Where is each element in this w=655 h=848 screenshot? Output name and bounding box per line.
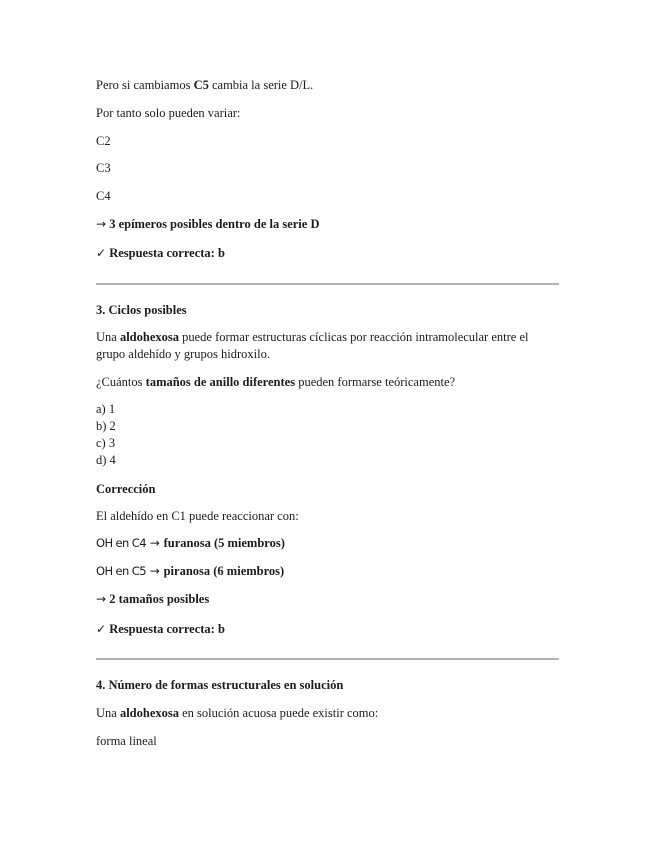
option-c: c) 3 (96, 436, 116, 450)
correction-text: El aldehído en C1 puede reaccionar con: (96, 509, 299, 523)
section-divider (96, 283, 559, 285)
section-4-title: 4. Número de formas estructurales en solución (96, 678, 344, 692)
option-a: a) 1 (96, 402, 116, 416)
right-arrow-icon: → (96, 217, 107, 231)
check-icon: ✓ (96, 622, 107, 636)
correction-title: Corrección (96, 482, 156, 496)
sec3-paragraph-line2: grupo aldehído y grupos hidroxilo. (96, 347, 270, 361)
section-3-title: 3. Ciclos posibles (96, 303, 187, 317)
variable-intro-text: Por tanto solo pueden variar: (96, 106, 241, 120)
option-d: d) 4 (96, 453, 116, 467)
list-item-c4: C4 (96, 189, 111, 203)
list-item-c3: C3 (96, 161, 111, 175)
furanose-line: OH en C4 → furanosa (5 miembros) (96, 536, 285, 550)
sec3-paragraph-line1: Una aldohexosa puede formar estructuras cíclicas por reacción intramolecular entre el (96, 330, 529, 344)
list-item-c2: C2 (96, 134, 111, 148)
right-arrow-icon: → (145, 536, 164, 550)
epimer-result: → 3 epímeros posibles dentro de la serie D (96, 217, 320, 231)
answer-sec3: ✓ Respuesta correcta: b (96, 622, 225, 636)
pyranose-line: OH en C5 → piranosa (6 miembros) (96, 564, 285, 578)
sec3-question: ¿Cuántos tamaños de anillo diferentes pueden formarse teóricamente? (96, 375, 456, 389)
answer-sec2: ✓ Respuesta correcta: b (96, 246, 225, 260)
list-item-linear-form: forma lineal (96, 734, 157, 748)
check-icon: ✓ (96, 246, 107, 260)
right-arrow-icon: → (145, 564, 164, 578)
c5-change-text: Pero si cambiamos C5 cambia la serie D/L. (96, 78, 314, 92)
ring-size-result: → 2 tamaños posibles (96, 592, 210, 606)
section-divider (96, 658, 559, 660)
sec4-paragraph: Una aldohexosa en solución acuosa puede existir como: (96, 706, 379, 720)
option-b: b) 2 (96, 419, 116, 433)
right-arrow-icon: → (96, 592, 107, 606)
